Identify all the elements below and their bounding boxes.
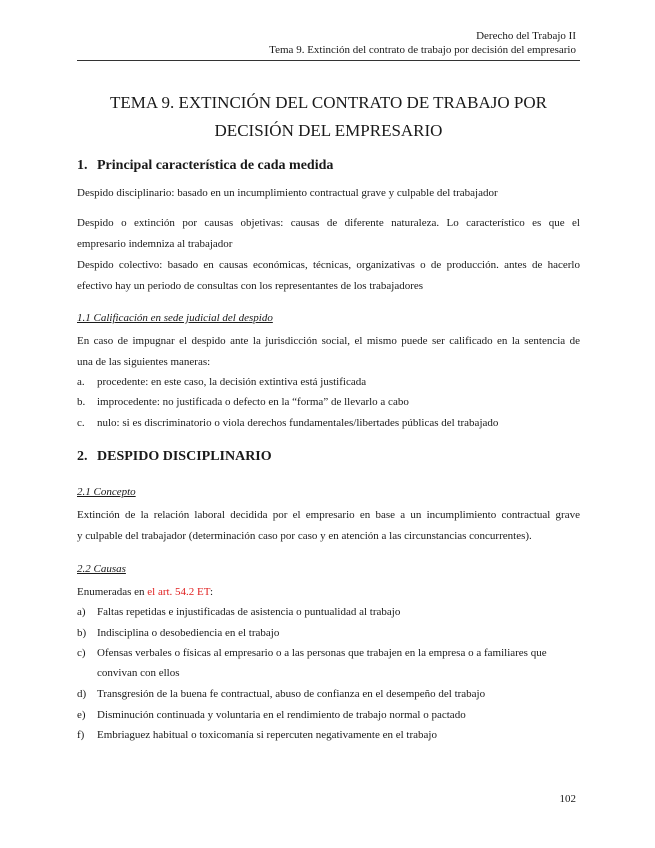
list-text: convivan con ellos [97,667,180,679]
list-marker: c) [77,647,86,659]
list-text: Embriaguez habitual o toxicomanía si repercuten negativamente en el trabajo [97,729,437,741]
page-number: 102 [559,793,576,805]
list-item [77,395,580,409]
list-item [77,728,580,742]
page-title-line1: TEMA 9. EXTINCIÓN DEL CONTRATO DE TRABAJO POR [110,93,547,112]
list-marker: b. [77,396,86,408]
section2-1-heading: 2.1 Concepto [77,486,136,498]
list-marker: c. [77,417,85,429]
list-text: improcedente: no justificada o defecto en la “forma” de llevarlo a cabo [97,396,409,408]
section2-2-intro [77,585,580,599]
list-item-continuation [77,666,580,680]
section1-paragraph3-line1: Despido colectivo: basado en causas económicas, técnicas, organizativas o de producción. antes de hacerlo [77,259,580,271]
section1-paragraph1: Despido disciplinario: basado en un incumplimiento contractual grave y culpable del trabajador [77,187,498,199]
list-item [77,416,580,430]
list-text: Disminución continuada y voluntaria en el rendimiento de trabajo normal o pactado [97,709,466,721]
section1-1-heading: 1.1 Calificación en sede judicial del despido [77,312,273,324]
section1-heading [77,157,333,175]
list-marker: e) [77,709,86,721]
intro-suffix: : [209,586,213,598]
list-item [77,646,580,660]
article-reference-link[interactable]: el art. 54.2 ET [147,586,210,598]
section2-1-line1: Extinción de la relación laboral decidida por el empresario en base a un incumplimiento contractual grave [77,509,580,521]
list-marker: d) [77,688,87,700]
list-marker: a) [77,606,86,618]
section2-2-heading: 2.2 Causas [77,563,126,575]
list-text: Ofensas verbales o físicas al empresario o a las personas que trabajen en la empresa o a familiares que [97,647,547,659]
list-marker: a. [77,376,85,388]
header-rule [77,60,580,61]
list-text: nulo: si es discriminatorio o viola derechos fundamentales/libertades públicas del trabajado [97,417,499,429]
list-text: Transgresión de la buena fe contractual, abuso de confianza en el desempeño del trabajo [97,688,486,700]
list-text: procedente: en este caso, la decisión extintiva está justificada [97,376,367,388]
section2-heading [77,448,272,466]
section1-1-intro-line2: una de las siguientes maneras: [77,356,211,368]
section1-paragraph2-line2: empresario indemniza al trabajador [77,238,233,250]
list-marker: b) [77,627,87,639]
list-item [77,626,580,640]
section2-number: 2. [77,449,88,464]
page-title-line2: DECISIÓN DEL EMPRESARIO [214,121,443,140]
section1-paragraph2-line1: Despido o extinción por causas objetivas: causas de diferente naturaleza. Lo característico es que el [77,217,580,229]
list-item [77,708,580,722]
list-item [77,605,580,619]
list-item [77,687,580,701]
section1-1-intro-line1: En caso de impugnar el despido ante la jurisdicción social, el mismo puede ser calificado en la sentencia de [77,335,580,347]
section2-title: DESPIDO DISCIPLINARIO [97,449,272,464]
list-text: Indisciplina o desobediencia en el trabajo [97,627,280,639]
section1-number: 1. [77,158,88,173]
list-text: Faltas repetidas e injustificadas de asistencia o puntualidad al trabajo [97,606,401,618]
header-topic: Tema 9. Extinción del contrato de trabajo por decisión del empresario [269,44,576,56]
list-item [77,375,580,389]
section2-1-line2: y culpable del trabajador (determinación caso por caso y en atención a las circunstancias concurrentes). [77,530,532,542]
list-marker: f) [77,729,85,741]
section1-paragraph3-line2: efectivo hay un periodo de consultas con los representantes de los trabajadores [77,280,424,292]
section1-title: Principal característica de cada medida [97,158,334,173]
header-course: Derecho del Trabajo II [476,30,576,42]
intro-prefix: Enumeradas en [77,586,148,598]
